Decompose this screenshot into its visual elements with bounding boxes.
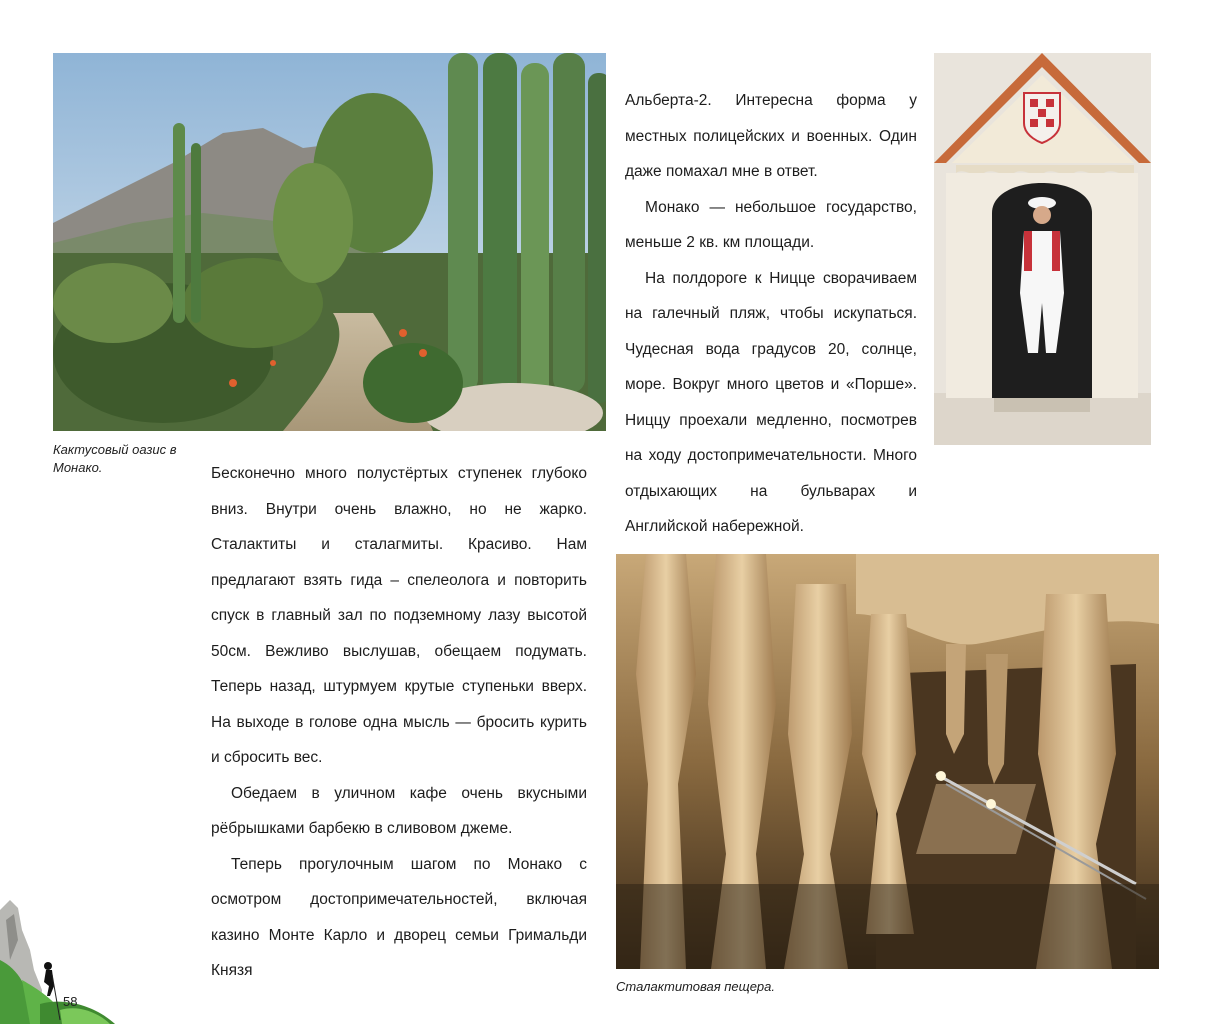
right-paragraph: Альберта-2. Интересна форма у местных полицейских и военных. Один даже помахал мне в ответ.	[625, 92, 917, 180]
cactus-garden-photo	[53, 53, 606, 431]
guard-booth-photo	[934, 53, 1151, 445]
left-paragraph: Теперь прогулочным шагом по Монако с осмотром достопримечательностей, включая казино Монте Карло и дворец семьи Гримальди Князя	[211, 855, 587, 979]
mountain-corner-illustration	[0, 900, 115, 1024]
left-paragraph: Бесконечно много полустёртых ступенек глубоко вниз. Внутри очень влажно, но не жарко. Сталактиты и сталагмиты. Красиво. Нам предлагают взять гида – спелеолога и повторить спуск в главный зал по подземному лазу высотой 50см. Вежливо выслушав, обещаем подумать. Теперь назад, штурмуем крутые ступеньки вверх. На выходе в голове одна мысль — бросить курить и сбросить вес.	[211, 465, 587, 766]
right-paragraph: Монако — небольшое государство, меньше 2 кв. км площади.	[625, 198, 917, 251]
left-paragraph: Обедаем в уличном кафе очень вкусными рёбрышками барбекю в сливовом джеме.	[211, 784, 587, 837]
stalactite-cave-photo	[616, 554, 1159, 969]
right-paragraph: На полдороге к Ницце сворачиваем на галечный пляж, чтобы искупаться. Чудесная вода градусов 20, солнце, море. Вокруг много цветов и «Порше». Ниццу проехали медленно, посмотрев на ходу достопримечательности. Много отдыхающих на бульварах и Английской набережной.	[625, 269, 917, 535]
cave-photo-caption: Сталактитовая пещера.	[616, 979, 776, 994]
page-number: 58	[63, 994, 78, 1009]
cactus-photo-caption: Кактусовый оазис в Монако.	[53, 442, 177, 475]
left-text-column	[211, 456, 587, 989]
right-text-column	[625, 83, 917, 545]
